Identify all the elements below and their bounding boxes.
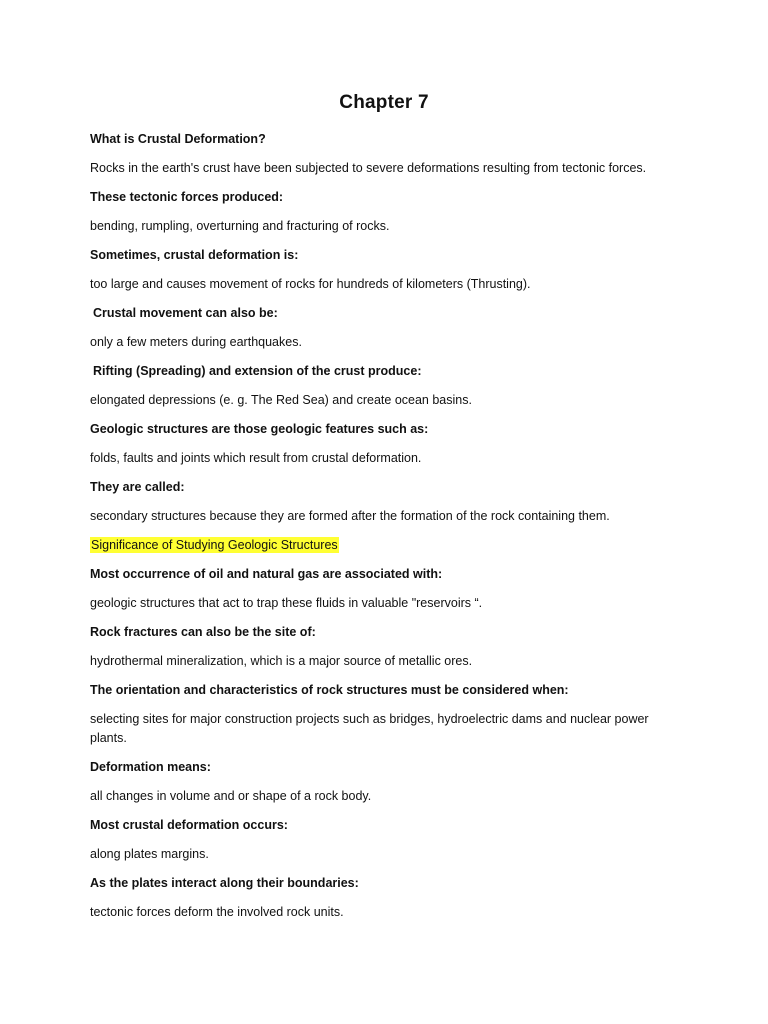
answer-line: along plates margins.	[90, 847, 209, 861]
answer-line: secondary structures because they are formed after the formation of the rock containing them.	[90, 509, 610, 523]
answer-line: geologic structures that act to trap these fluids in valuable "reservoirs “.	[90, 596, 483, 610]
highlighted-heading	[90, 536, 680, 555]
answer-line: too large and causes movement of rocks for hundreds of kilometers (Thrusting).	[90, 277, 531, 291]
answer-line: folds, faults and joints which result from crustal deformation.	[90, 451, 422, 465]
question-line: Rifting (Spreading) and extension of the crust produce:	[93, 364, 422, 378]
highlighted-heading-text: Significance of Studying Geologic Structures	[91, 538, 338, 552]
answer-line: elongated depressions (e. g. The Red Sea) and create ocean basins.	[90, 393, 472, 407]
question-line: Deformation means:	[90, 760, 211, 774]
answer-line: only a few meters during earthquakes.	[90, 335, 302, 349]
answer-line: hydrothermal mineralization, which is a major source of metallic ores.	[90, 654, 473, 668]
question-line: What is Crustal Deformation?	[90, 132, 266, 146]
question-line: Crustal movement can also be:	[93, 306, 278, 320]
page-title: Chapter 7	[339, 92, 429, 113]
question-line: Rock fractures can also be the site of:	[90, 625, 316, 639]
question-line: The orientation and characteristics of rock structures must be considered when:	[90, 683, 569, 697]
answer-line: selecting sites for major construction projects such as bridges, hydroelectric dams and nuclear power plants.	[90, 712, 649, 745]
document-body	[90, 130, 680, 932]
answer-line: tectonic forces deform the involved rock units.	[90, 905, 344, 919]
answer-line: bending, rumpling, overturning and fracturing of rocks.	[90, 219, 390, 233]
question-line: Sometimes, crustal deformation is:	[90, 248, 299, 262]
question-line: They are called:	[90, 480, 185, 494]
answer-line: Rocks in the earth's crust have been subjected to severe deformations resulting from tectonic forces.	[90, 161, 647, 175]
question-line: These tectonic forces produced:	[90, 190, 284, 204]
question-line: Most occurrence of oil and natural gas are associated with:	[90, 567, 443, 581]
question-line: As the plates interact along their boundaries:	[90, 876, 359, 890]
question-line: Geologic structures are those geologic features such as:	[90, 422, 429, 436]
question-line: Most crustal deformation occurs:	[90, 818, 288, 832]
answer-line: all changes in volume and or shape of a rock body.	[90, 789, 372, 803]
